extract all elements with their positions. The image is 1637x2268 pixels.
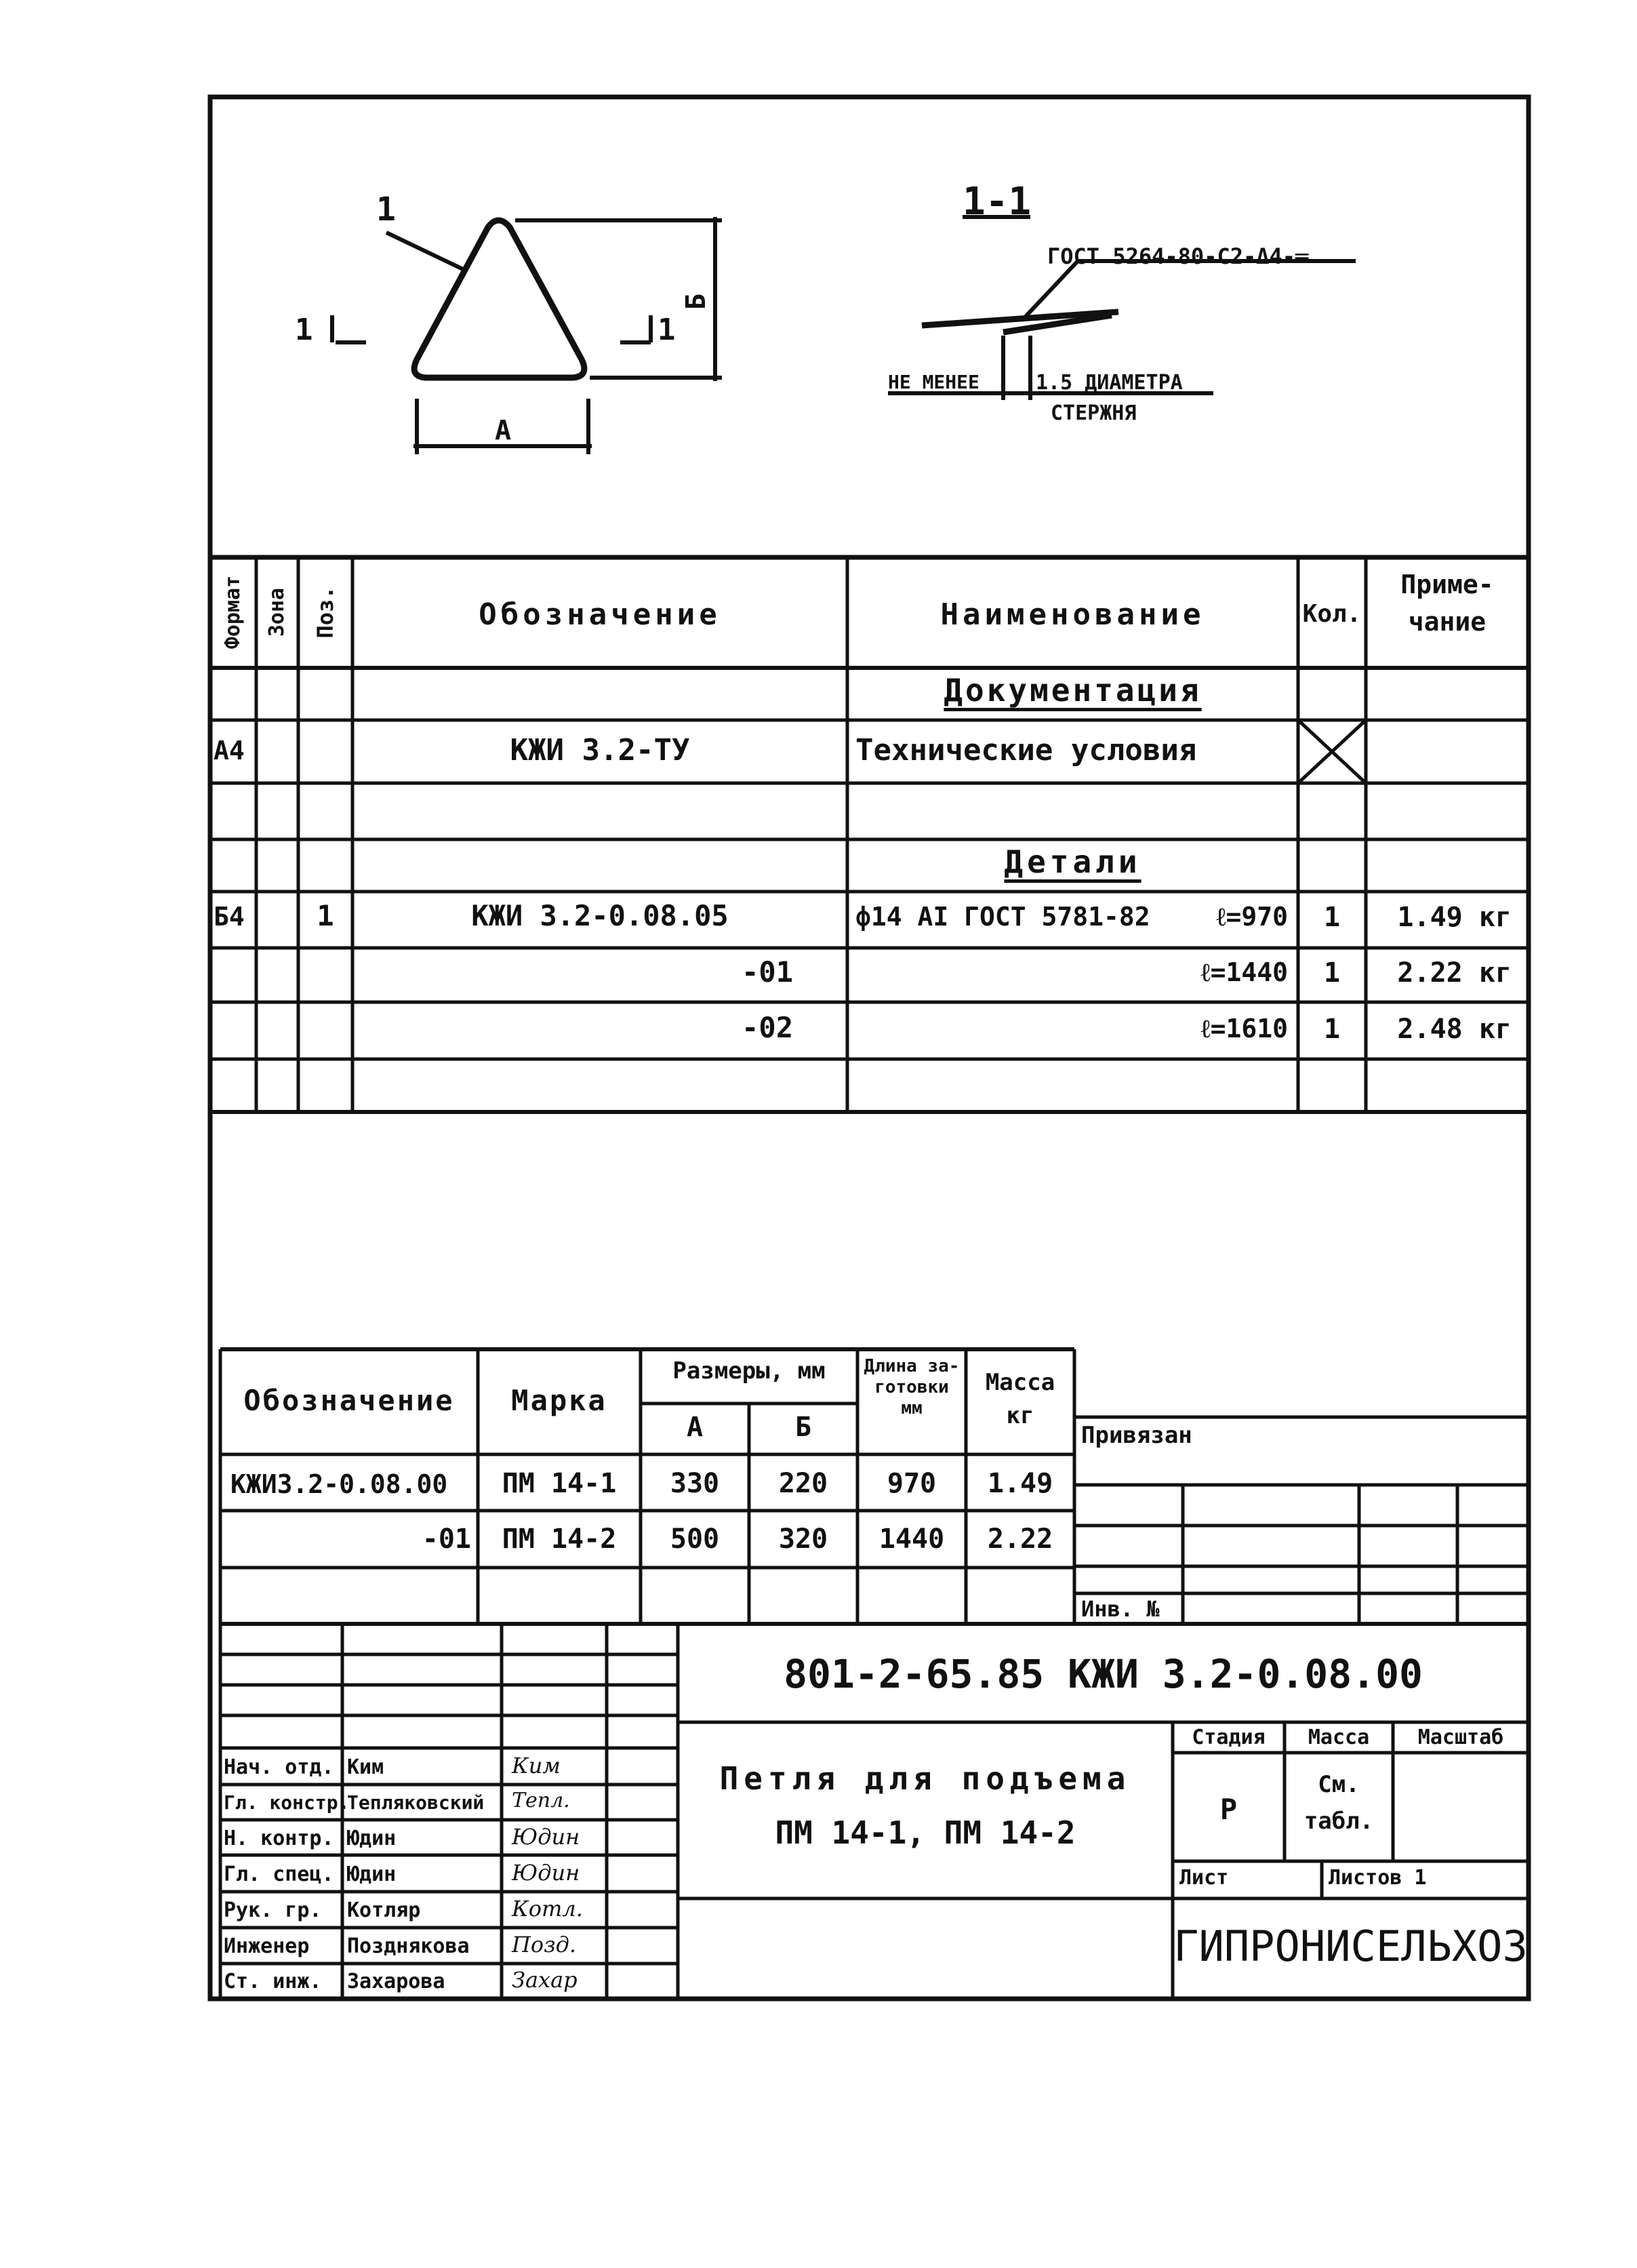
spec-row-length: ℓ=970 — [1216, 902, 1288, 932]
spec-row-note: 2.48 кг — [1397, 1014, 1512, 1045]
spec-header-qty: Кол. — [1302, 600, 1362, 628]
section-parts: Детали — [1004, 843, 1141, 880]
mass-value: См. табл. — [1303, 1771, 1374, 1835]
signature-role: Н. контр. — [224, 1827, 334, 1850]
title-line-1: Петля для подъема — [719, 1760, 1131, 1797]
marks-header-a: А — [686, 1412, 704, 1443]
dimension-b: Б — [681, 293, 712, 311]
spec-header-pos: Поз. — [312, 586, 338, 639]
marks-row-a: 500 — [670, 1524, 720, 1555]
marks-row-mark: ПМ 14-2 — [502, 1524, 617, 1555]
spec-row-name: Технические условия — [855, 733, 1197, 768]
sheet-label: Лист — [1179, 1866, 1229, 1890]
signature-role: Рук. гр. — [224, 1898, 322, 1922]
spec-row-format: А4 — [214, 736, 245, 765]
signature-handwritten: Ким — [512, 1753, 561, 1778]
spec-row-qty: 1 — [1323, 902, 1341, 933]
signature-role: Гл. спец. — [224, 1863, 334, 1886]
spec-row-designation: КЖИ 3.2-0.08.05 — [471, 899, 729, 932]
marks-row-b: 320 — [778, 1524, 828, 1555]
signature-name: Тепляковский — [347, 1791, 485, 1814]
signature-handwritten: Юдин — [512, 1824, 580, 1850]
document-code: 801-2-65.85 КЖИ 3.2-0.08.00 — [784, 1651, 1423, 1697]
signature-role: Гл. констр. — [224, 1791, 350, 1814]
signature-handwritten: Котл. — [512, 1896, 583, 1922]
marks-header-sizes: Размеры, мм — [672, 1357, 826, 1385]
spec-row-qty: 1 — [1323, 1014, 1341, 1045]
signature-name: Юдин — [347, 1863, 397, 1886]
marks-row-mass: 2.22 — [987, 1524, 1053, 1555]
signature-handwritten: Позд. — [512, 1932, 577, 1957]
signature-role: Инженер — [224, 1934, 310, 1958]
signature-name: Юдин — [347, 1827, 397, 1850]
weld-callout: ГОСТ 5264-80-С2-Δ4-═ — [1047, 243, 1309, 269]
marks-row-designation: -01 — [422, 1524, 471, 1555]
weld-note-right: 1.5 ДИАМЕТРА — [1036, 371, 1183, 395]
scale-label: Масштаб — [1417, 1726, 1504, 1749]
spec-row-note: 1.49 кг — [1397, 902, 1512, 933]
marks-row-length: 1440 — [878, 1524, 945, 1555]
spec-row-pos: 1 — [317, 899, 334, 932]
marks-header-mark: Марка — [511, 1384, 607, 1417]
signature-handwritten: Захар — [512, 1967, 578, 1993]
spec-row-designation: -02 — [742, 1011, 793, 1044]
signature-role: Ст. инж. — [224, 1970, 322, 1993]
mass-label: Масса — [1308, 1726, 1370, 1749]
spec-row-qty: 1 — [1323, 957, 1341, 989]
signature-name: Позднякова — [347, 1934, 470, 1958]
marks-row-mark: ПМ 14-1 — [502, 1468, 617, 1499]
spec-row-format: Б4 — [214, 902, 245, 932]
binding-inv-no: Инв. № — [1081, 1596, 1160, 1622]
marks-row-a: 330 — [670, 1468, 720, 1499]
spec-row-length: ℓ=1440 — [1200, 957, 1288, 987]
marks-header-designation: Обозначение — [243, 1384, 455, 1417]
spec-header-designation: Обозначение — [479, 597, 721, 632]
signature-handwritten: Юдин — [512, 1860, 580, 1886]
marks-row-b: 220 — [778, 1468, 828, 1499]
spec-header-format: Формат — [221, 575, 245, 650]
part-position-label: 1 — [376, 191, 396, 228]
stage-value: Р — [1219, 1793, 1238, 1826]
marks-row-length: 970 — [887, 1468, 937, 1499]
organization-name: ГИПРОНИСЕЛЬХОЗ — [1173, 1922, 1528, 1971]
spec-header-name: Наименование — [940, 597, 1205, 632]
spec-row-designation: -01 — [742, 955, 793, 989]
weld-note-bottom: СТЕРЖНЯ — [1051, 401, 1137, 425]
triangle-loop — [414, 220, 584, 378]
section-documentation: Документация — [944, 672, 1202, 709]
outer-frame — [210, 97, 1529, 1999]
spec-row-length: ℓ=1610 — [1200, 1014, 1288, 1043]
marks-header-mass: Масса кг — [985, 1369, 1055, 1430]
spec-header-zone: Зона — [265, 587, 289, 637]
signature-handwritten: Тепл. — [512, 1789, 570, 1812]
section-mark-right: 1 — [658, 313, 676, 347]
binding-attached: Привязан — [1081, 1422, 1192, 1449]
marks-row-mass: 1.49 — [987, 1468, 1053, 1499]
spec-row-name: ф14 АI ГОСТ 5781-82 — [855, 902, 1150, 932]
section-mark-left: 1 — [295, 313, 313, 347]
sheets-label: Листов 1 — [1329, 1866, 1427, 1890]
dimension-a: A — [495, 415, 512, 446]
signature-role: Нач. отд. — [224, 1755, 334, 1779]
title-line-2: ПМ 14-1, ПМ 14-2 — [775, 1814, 1076, 1851]
marks-row-designation: КЖИ3.2-0.08.00 — [230, 1469, 448, 1499]
weld-note-left: НЕ МЕНЕЕ — [888, 371, 979, 393]
signature-name: Захарова — [347, 1970, 445, 1993]
spec-row-designation: КЖИ 3.2-ТУ — [510, 733, 690, 768]
signature-name: Котляр — [347, 1898, 421, 1922]
spec-row-note: 2.22 кг — [1397, 957, 1512, 989]
section-title: 1-1 — [963, 180, 1032, 224]
marks-header-b: Б — [794, 1412, 812, 1443]
signature-name: Ким — [347, 1755, 384, 1779]
stage-label: Стадия — [1192, 1726, 1266, 1749]
marks-header-length: Длина за- готовки мм — [864, 1356, 960, 1419]
spec-header-note: Приме- чание — [1400, 570, 1494, 637]
